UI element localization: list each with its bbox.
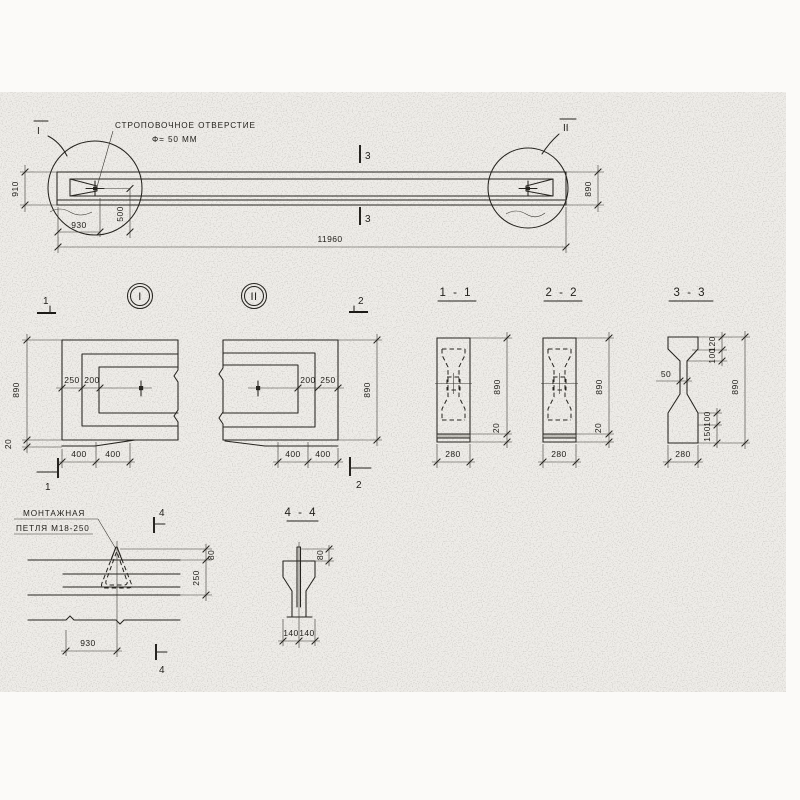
cut-mark-1-top: 1 [43,296,49,307]
svg-text:890: 890 [583,181,593,197]
lifting-hole-right [526,187,530,190]
svg-text:930: 930 [80,638,96,648]
svg-text:890: 890 [730,379,740,395]
svg-text:20: 20 [3,438,13,450]
cut-mark-1-bottom: 1 [45,482,51,493]
svg-text:11960: 11960 [317,234,343,244]
loop-callout-line2: ПЕТЛЯ М18-250 [16,524,90,533]
svg-text:20: 20 [491,422,501,434]
callout-line2: Ф= 50 ММ [152,135,198,144]
svg-text:400: 400 [105,449,121,459]
svg-text:890: 890 [362,382,372,398]
cut-mark-2-top: 2 [358,296,364,307]
cut-mark-4-top: 4 [159,508,165,519]
svg-text:400: 400 [71,449,87,459]
cut-mark-4-bottom: 4 [159,665,165,676]
section-3-3-title: 3 - 3 [673,287,707,299]
section-mark-3-top: 3 [365,151,371,162]
section-2-2-title: 2 - 2 [545,287,579,299]
svg-text:400: 400 [285,449,301,459]
svg-text:140: 140 [283,628,299,638]
svg-text:910: 910 [10,181,20,197]
svg-text:80: 80 [206,549,216,561]
detail-mark-right: II [563,123,569,134]
dim-inset-200: 200 [84,375,100,385]
svg-text:890: 890 [492,379,502,395]
bubble-II: II [250,291,258,303]
section-1-1-title: 1 - 1 [439,287,473,299]
section-4-4-title: 4 - 4 [284,507,318,519]
dim-inset-200b: 200 [300,375,316,385]
svg-text:280: 280 [551,449,567,459]
svg-text:890: 890 [594,379,604,395]
paper-grain [0,92,786,692]
svg-text:500: 500 [115,206,125,222]
svg-text:150: 150 [702,426,712,442]
svg-text:120: 120 [707,336,717,352]
callout-line1: СТРОПОВОЧНОЕ ОТВЕРСТИЕ [115,121,256,130]
svg-text:280: 280 [445,449,461,459]
lifting-hole-left [93,187,97,190]
bubble-I: I [138,291,142,303]
svg-text:250: 250 [191,570,201,586]
dim-inset-250: 250 [64,375,80,385]
svg-text:20: 20 [593,422,603,434]
loop-callout-line1: МОНТАЖНАЯ [23,509,86,518]
svg-text:400: 400 [315,449,331,459]
detail-mark-left: I [37,126,40,137]
section-mark-3-bottom: 3 [365,214,371,225]
svg-text:100: 100 [702,411,712,427]
svg-text:280: 280 [675,449,691,459]
dim-inset-250b: 250 [320,375,336,385]
svg-text:100: 100 [707,348,717,364]
cut-mark-2-bottom: 2 [356,480,362,491]
svg-text:80: 80 [315,549,325,561]
svg-text:890: 890 [11,382,21,398]
svg-text:930: 930 [71,220,87,230]
svg-text:50: 50 [660,369,672,379]
svg-text:140: 140 [299,628,315,638]
